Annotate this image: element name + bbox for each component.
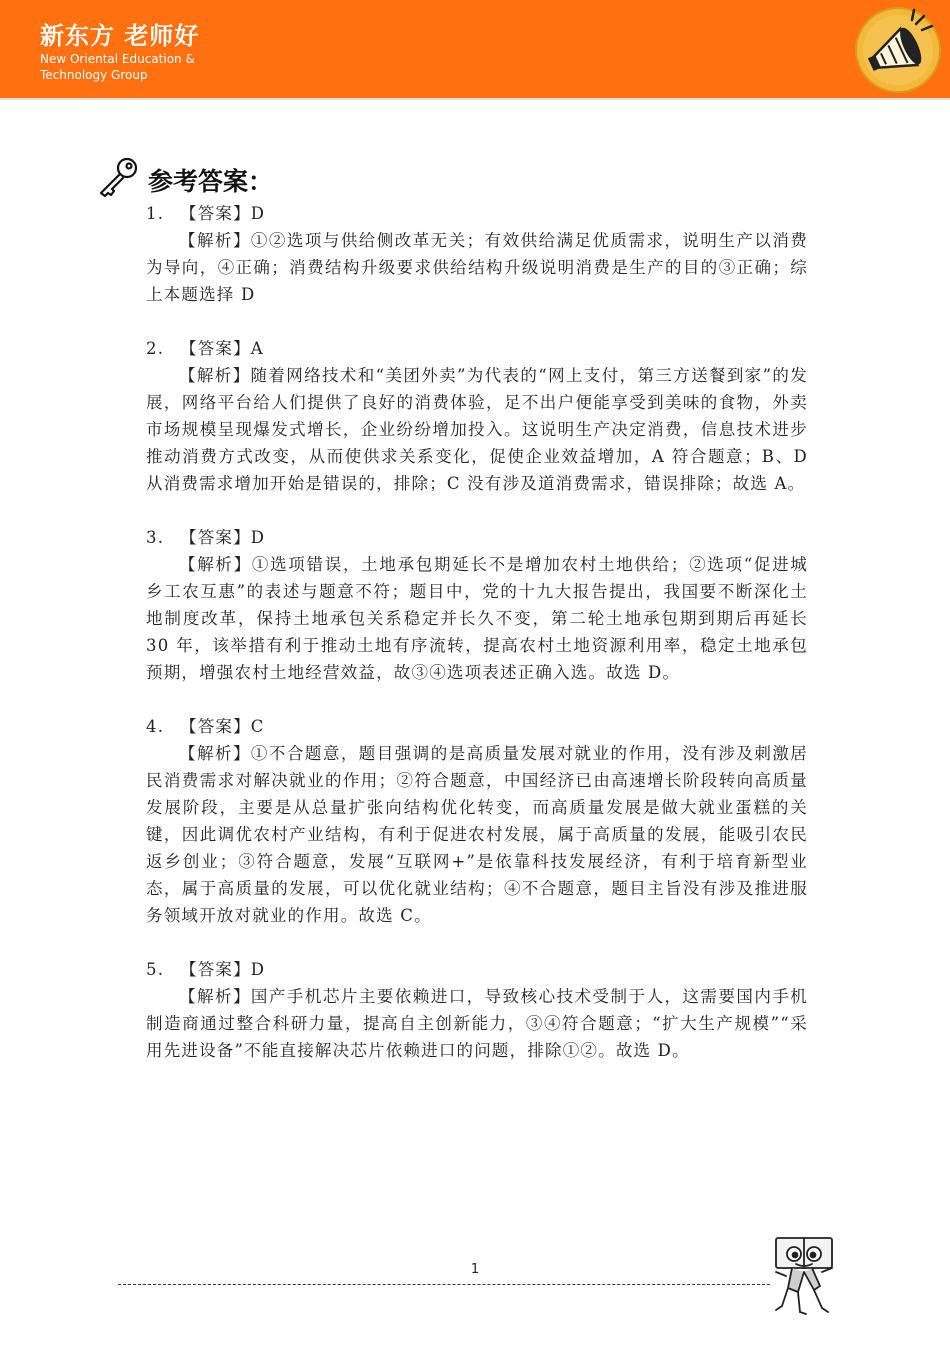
- key-icon: [96, 156, 140, 202]
- answer-item-3: [146, 524, 808, 686]
- answer-key: 【答案】C: [180, 717, 265, 736]
- megaphone-logo-icon: [854, 6, 942, 98]
- item-number: 2.: [146, 339, 165, 358]
- answer-list: [146, 200, 808, 1091]
- item-number: 5.: [146, 960, 165, 979]
- footer-divider: [118, 1284, 770, 1285]
- brand-title: 新东方 老师好: [40, 22, 200, 50]
- item-number: 4.: [146, 717, 165, 736]
- answer-key: 【答案】A: [180, 339, 264, 358]
- answer-key: 【答案】D: [180, 204, 266, 223]
- answer-line: [146, 524, 808, 551]
- analysis-text: 【解析】随着网络技术和“美团外卖”为代表的“网上支付，第三方送餐到家”的发展，网络平台给人们提供了良好的消费体验，足不出户便能享受到美味的食物，外卖市场规模呈现爆发式增长，企业纷纷增加投入。这说明生产决定消费，信息技术进步推动消费方式改变，从而使供求关系变化，促使企业效益增加，A 符合题意；B、D 从消费需求增加开始是错误的，排除；C 没有涉及道消费需求，错误排除；故选 A。: [146, 366, 808, 493]
- brand-subtitle: New Oriental Education & Technology Group: [40, 52, 195, 82]
- answer-key: 【答案】D: [180, 960, 266, 979]
- answer-line: [146, 200, 808, 227]
- answer-line: [146, 956, 808, 983]
- section-heading: [96, 156, 273, 202]
- answer-item-5: [146, 956, 808, 1064]
- answer-item-2: [146, 335, 808, 497]
- analysis-text: 【解析】①选项错误，土地承包期延长不是增加农村土地供给；②选项“促进城乡工农互惠”的表述与题意不符；题目中，党的十九大报告提出，我国要不断深化土地制度改革，保持土地承包关系稳定并长久不变，第二轮土地承包期到期后再延长 30 年，该举措有利于推动土地有序流转，提高农村土地资源利用率，稳定土地承包预期，增强农村土地经营效益，故③④选项表述正确入选。故选 D。: [146, 555, 808, 682]
- header-bar: [0, 0, 950, 100]
- answer-line: [146, 713, 808, 740]
- answer-item-4: [146, 713, 808, 929]
- item-number: 3.: [146, 528, 165, 547]
- analysis-text: 【解析】国产手机芯片主要依赖进口，导致核心技术受制于人，这需要国内手机制造商通过整合科研力量，提高自主创新能力，③④符合题意；“扩大生产规模”“采用先进设备”不能直接解决芯片依赖进口的问题，排除①②。故选 D。: [146, 987, 808, 1060]
- section-title: 参考答案：: [148, 167, 274, 196]
- answer-line: [146, 335, 808, 362]
- page-number: 1: [470, 1262, 480, 1277]
- analysis-text: 【解析】①不合题意，题目强调的是高质量发展对就业的作用，没有涉及刺激居民消费需求对解决就业的作用；②符合题意，中国经济已由高速增长阶段转向高质量发展阶段，主要是从总量扩张向结构优化转变，而高质量发展是做大就业蛋糕的关键，因此调优农村产业结构，有利于促进农村发展，属于高质量的发展，能吸引农民返乡创业；③符合题意，发展“互联网+”是依靠科技发展经济，有利于培育新型业态，属于高质量的发展，可以优化就业结构；④不合题意，题目主旨没有涉及推进服务领域开放对就业的作用。故选 C。: [146, 744, 808, 925]
- item-number: 1.: [146, 204, 165, 223]
- answer-key: 【答案】D: [180, 528, 266, 547]
- book-mascot-icon: [770, 1232, 836, 1322]
- answer-item-1: [146, 200, 808, 308]
- analysis-text: 【解析】①②选项与供给侧改革无关；有效供给满足优质需求，说明生产以消费为导向，④正确；消费结构升级要求供给结构升级说明消费是生产的目的③正确；综上本题选择 D: [146, 231, 808, 304]
